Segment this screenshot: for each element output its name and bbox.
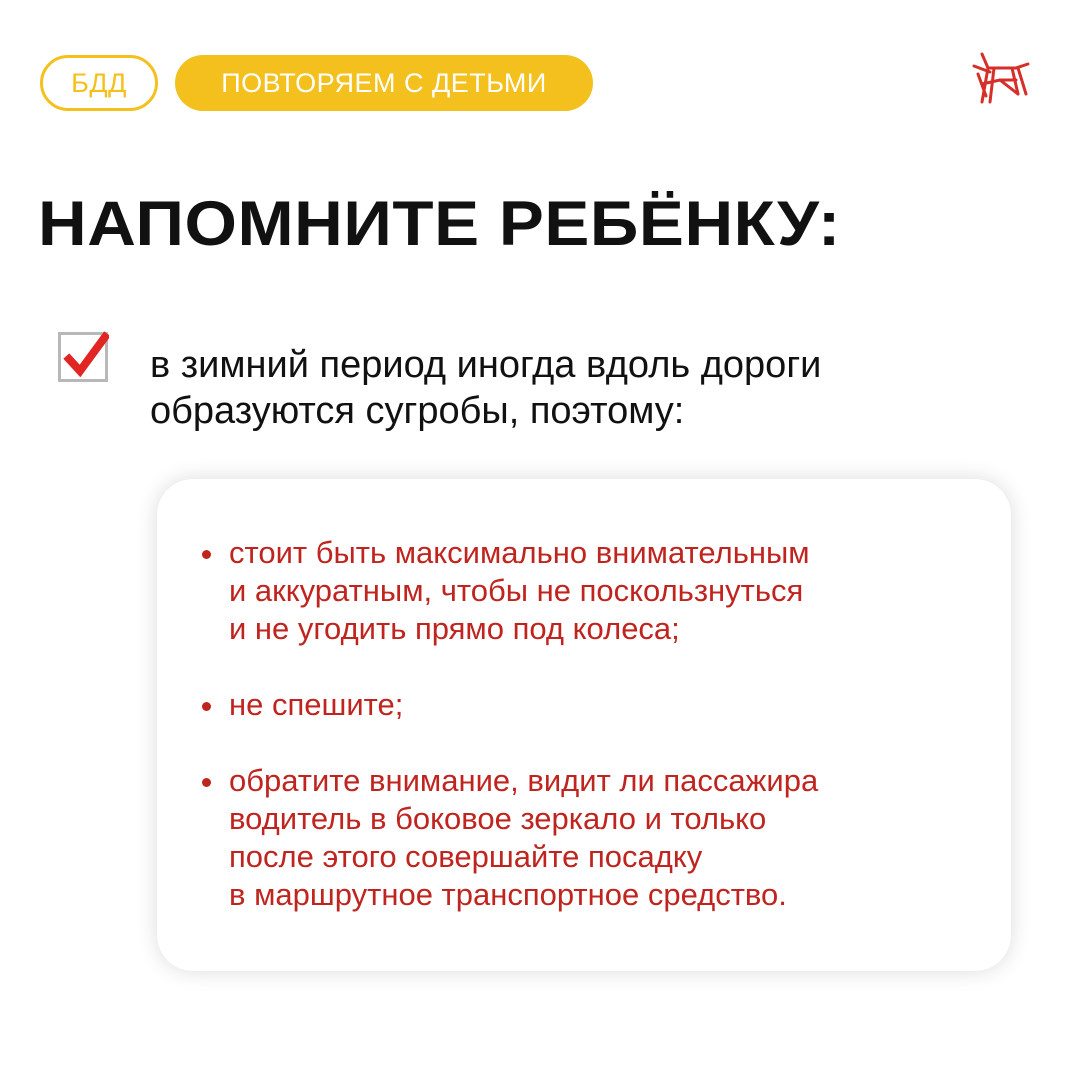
checkmark-icon [63, 329, 109, 381]
tip-item [202, 534, 982, 648]
tip-line: в маршрутное транспортное средство. [229, 877, 787, 912]
tip-line: стоит быть максимально внимательным [229, 535, 810, 570]
tip-line: не спешите; [229, 687, 404, 722]
tips-card [157, 479, 1011, 971]
category-tag: БДД [40, 55, 158, 111]
intro-line: в зимний период иногда вдоль дороги [150, 344, 822, 386]
series-tag: ПОВТОРЯЕМ С ДЕТЬМИ [175, 55, 593, 111]
bullet-dot-icon [202, 778, 211, 787]
tip-line: и не угодить прямо под колеса; [229, 611, 680, 646]
bullet-dot-icon [202, 702, 211, 711]
tip-item [202, 686, 982, 724]
intro-line: образуются сугробы, поэтому: [150, 390, 685, 432]
tip-line: водитель в боковое зеркало и только [229, 801, 767, 836]
tips-list [202, 534, 982, 952]
tip-item [202, 762, 982, 914]
checkbox [58, 332, 108, 382]
horse-logo-icon [968, 50, 1032, 106]
tip-line: и аккуратным, чтобы не поскользнуться [229, 573, 804, 608]
page-title: НАПОМНИТЕ РЕБЁНКУ: [38, 189, 841, 259]
tip-line: обратите внимание, видит ли пассажира [229, 763, 819, 798]
tip-line: после этого совершайте посадку [229, 839, 703, 874]
intro-text [150, 342, 1010, 434]
tag-group [40, 55, 593, 111]
bullet-dot-icon [202, 550, 211, 559]
